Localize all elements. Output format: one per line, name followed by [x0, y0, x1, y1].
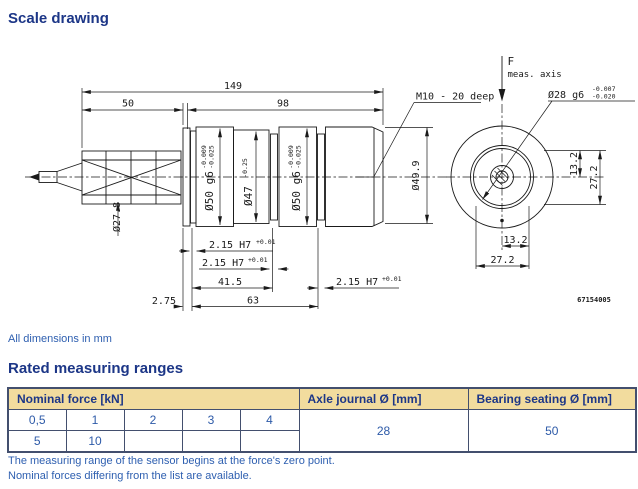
- dim-groove-2: 2.15 H7: [202, 258, 245, 269]
- bottom-dimensions: [152, 228, 402, 311]
- header-nominal-force: Nominal force [kN]: [8, 388, 299, 410]
- dim-mid-length: 41.5: [217, 277, 243, 288]
- dim-d47: Ø47: [242, 186, 255, 206]
- force-label: F: [507, 55, 515, 68]
- top-dimensions: [82, 81, 383, 148]
- nominal-force-cell: [182, 431, 240, 453]
- dim-d28-tol-lower: -0.020: [592, 92, 616, 101]
- dimensions-note: All dimensions in mm: [8, 333, 112, 345]
- bearing-seating-value: 50: [468, 410, 636, 453]
- nominal-force-cell: [240, 431, 299, 453]
- dim-groove-2-tol: +0.01: [248, 256, 268, 264]
- dim-front-full-bottom: 27.2: [490, 255, 515, 266]
- drawing-number: 67154005: [577, 296, 611, 304]
- dim-front-half-right: 13.2: [569, 151, 580, 177]
- nominal-force-cell: 1: [66, 410, 124, 431]
- footnotes: [8, 454, 335, 484]
- nominal-force-cell: 0,5: [8, 410, 66, 431]
- nominal-force-cell: 3: [182, 410, 240, 431]
- knurled-block: [82, 151, 181, 204]
- table-row: [8, 410, 636, 431]
- side-view: [25, 81, 494, 311]
- footnote-zero-point: The measuring range of the sensor begins at the force's zero point.: [8, 455, 335, 467]
- dim-right-length: 98: [276, 98, 290, 110]
- table-header-row: [8, 388, 636, 410]
- dim-front-half-bottom: 13.2: [503, 235, 528, 246]
- table-section-title: Rated measuring ranges: [8, 360, 184, 377]
- dim-d28: Ø28 g6: [548, 90, 585, 101]
- footnote-nominal-forces: Nominal forces differing from the list are available.: [8, 470, 252, 482]
- dim-d50-1-tol-upper: -0.009: [200, 145, 208, 169]
- dim-d47-tol: -0.25: [241, 158, 249, 178]
- nominal-force-cell: [124, 431, 182, 453]
- measuring-axis-label: meas. axis: [507, 70, 562, 80]
- header-bearing-seating: Bearing seating Ø [mm]: [468, 388, 636, 410]
- dim-d50-2-tol-lower: -0.025: [294, 145, 303, 169]
- dim-groove-1: 2.15 H7: [209, 240, 252, 251]
- dim-left-length: 50: [121, 98, 135, 110]
- dim-groove-3: 2.15 H7: [336, 277, 379, 288]
- nominal-force-cell: 5: [8, 431, 66, 453]
- nominal-force-cell: 10: [66, 431, 124, 453]
- dim-d499: Ø49.9: [411, 160, 422, 191]
- page-title: Scale drawing: [8, 10, 109, 27]
- nominal-force-cell: 2: [124, 410, 182, 431]
- axle-journal-value: 28: [299, 410, 468, 453]
- dim-d278: Ø27.8: [112, 201, 123, 233]
- dim-d50-2-tol-upper: -0.009: [287, 145, 295, 169]
- header-axle-journal: Axle journal Ø [mm]: [299, 388, 468, 410]
- dim-flange-width: 2.75: [151, 296, 176, 307]
- dim-d50-1: Ø50 g6: [203, 171, 216, 211]
- nominal-force-cell: 4: [240, 410, 299, 431]
- dim-body-length: 63: [246, 295, 260, 307]
- dim-d50-2: Ø50 g6: [290, 171, 303, 211]
- rated-measuring-ranges-table: [7, 387, 637, 453]
- m10-label: M10 - 20 deep: [416, 91, 495, 103]
- dim-front-full-right: 27.2: [589, 165, 600, 190]
- dim-groove-3-tol: +0.01: [382, 275, 402, 283]
- dim-overall-length: 149: [223, 81, 243, 92]
- dim-d28-tol-upper: -0.007: [592, 85, 616, 93]
- index-dot: [500, 219, 504, 223]
- dim-groove-1-tol: +0.01: [256, 238, 276, 246]
- dim-d50-1-tol-lower: -0.025: [207, 145, 216, 169]
